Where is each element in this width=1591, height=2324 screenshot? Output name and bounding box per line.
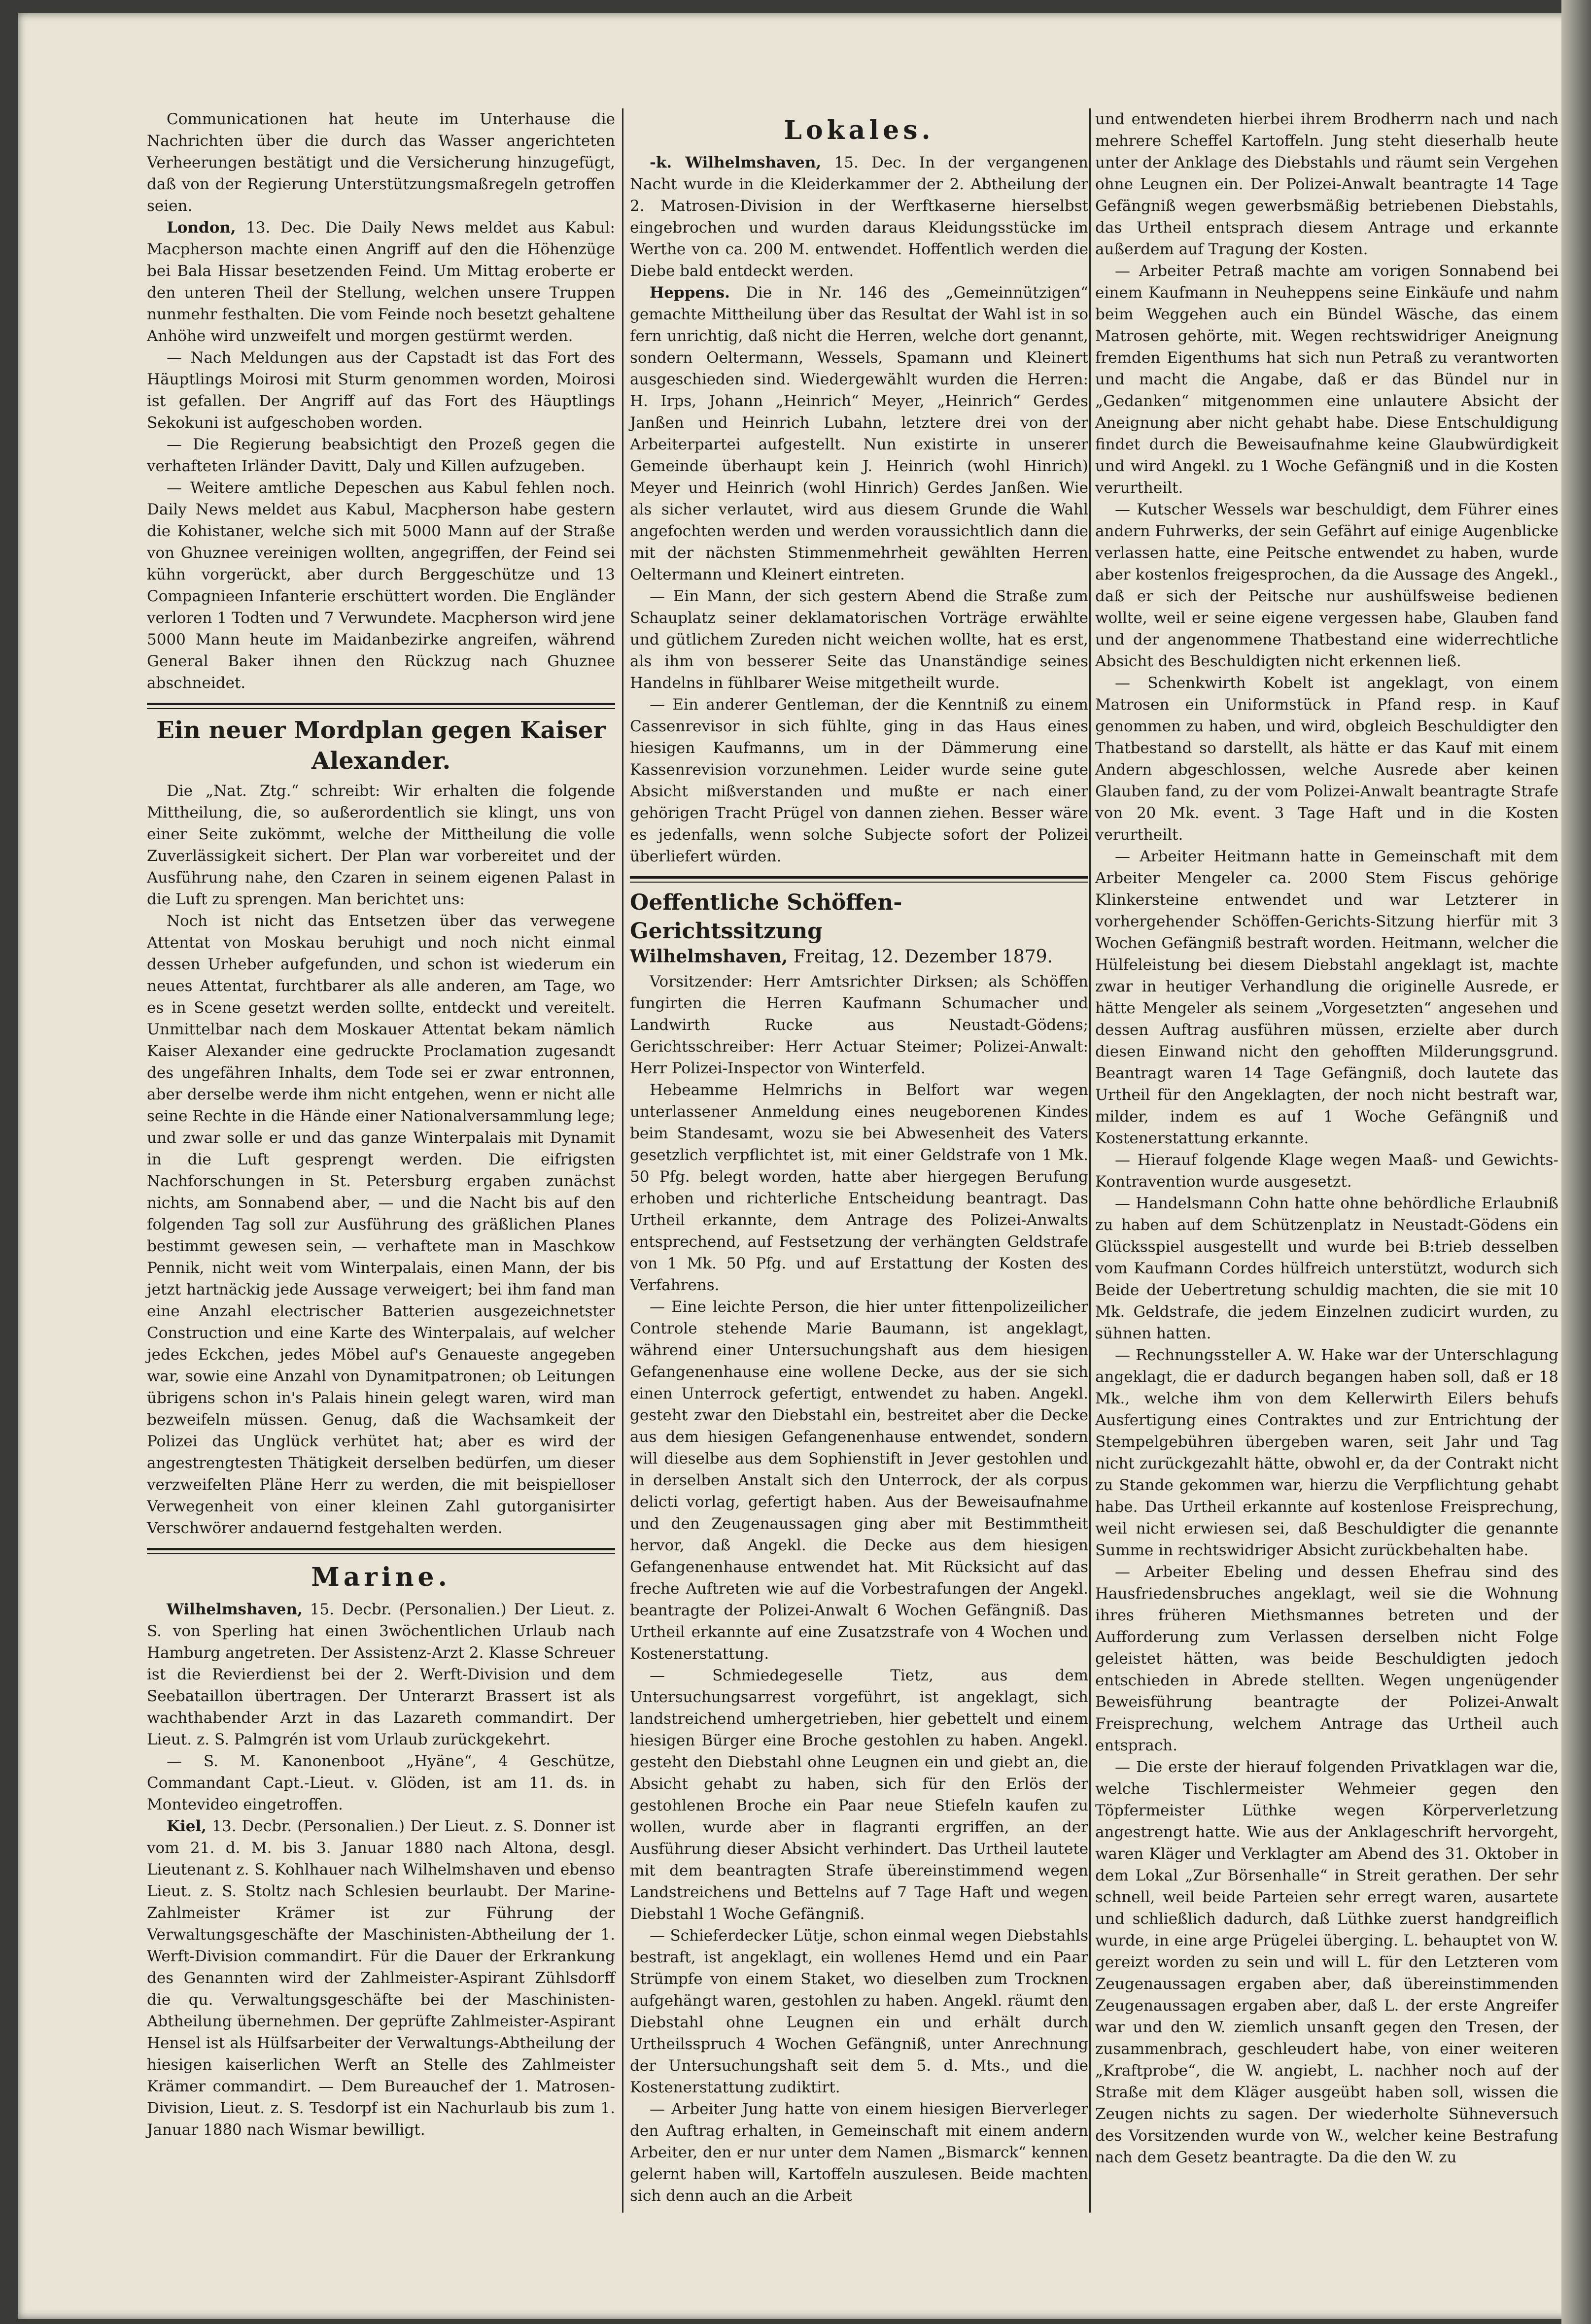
article-paragraph: Noch ist nicht das Entsetzen über das verwegene Attentat von Moskau beruhigt und noch nicht einmal dessen Urheber aufgefunden, und schon ist wiederum ein neues Attentat, furchtbarer als alle anderen, am Tage, wo es in Scene gesetzt werden sollte, entdeckt und vereitelt. Unmittelbar nach dem Moskauer Attentat bekam nämlich Kaiser Alexander eine gedruckte Proclamation zugesandt des ungefähren Inhalts, dem Tode sei er zwar entronnen, aber derselbe werde ihm nicht entgehen, wenn er nicht alle seine Rechte in die Hände einer Nationalversammlung lege; und zwar solle er und das ganze Winterpalais mit Dynamit in die Luft gesprengt werden. Die eifrigsten Nachforschungen in St. Petersburg ergaben zunächst nichts, am Sonnabend aber, — und die Nacht bis auf den folgenden Tag soll zur Ausführung des gräßlichen Planes bestimmt gewesen sein, — verhaftete man in Maschkow Pennik, nicht weit vom Winterpalais, einen Mann, der bis jetzt hartnäckig jede Aussage verweigert; bei ihm fand man eine Anzahl electrischer Batterien ausgezeichnetster Construction und eine Karte des Winterpalais, auf welcher jedes Eckchen, jedes Möbel auf's Genaueste angegeben war, sowie eine Anzahl von Dynamitpatronen; ob Leitungen übrigens schon in's Palais hinein gelegt waren, wird man bezweifeln müssen. Genug, daß die Wachsamkeit der Polizei das Unglück verhütet hat; aber es wird der angestrengtesten Thätigkeit derselben bedürfen, um dieser verzweifelten Pläne Herr zu werden, die mit beispielloser Verwegenheit von einer kleinen Zahl gutorganisirter Verschwörer andauernd festgehalten werden. [147,912,615,1537]
article-paragraph: — Ein anderer Gentleman, der die Kenntniß zu einem Cassenrevisor in sich fühlte, ging in das Haus eines hiesigen Kaufmanns, um in der Dämmerung eine Kassenrevision vorzunehmen. Leider wurde seine gute Absicht mißverstanden und mußte er nach einer gehörigen Tracht Prügel von dannen ziehen. Besser wäre es jedenfalls, wenn solche Subjecte sofort der Polizei überliefert würden. [630,696,1088,865]
article-paragraph: — Rechnungssteller A. W. Hake war der Unterschlagung angeklagt, die er dadurch begangen haben soll, daß er 18 Mk., welche ihm von dem Kellerwirth Eilers behufs Ausfertigung eines Contraktes und zur Entrichtung der Stempelgebühren übergeben waren, seit Jahr und Tag nicht zurückgezahlt hätte, obwohl er, da der Contrakt nicht zu Stande gekommen war, hierzu die Verpflichtung gehabt habe. Das Urtheil erkannte auf kostenlose Freisprechung, weil nicht erwiesen sei, daß Beschuldigter die genannte Summe in rechtswidriger Absicht zurückbehalten habe. [1095,1346,1558,1559]
article-paragraph: und entwendeten hierbei ihrem Brodherrn nach und nach mehrere Scheffel Kartoffeln. Jung steht dieserhalb heute unter der Anklage des Diebstahls und räumt sein Vergehen ohne Leugnen ein. Der Polizei-Anwalt beantragte 14 Tage Gefängniß wegen gewerbsmäßig betriebenen Diebstahls, das Urtheil entsprach diesem Antrage und erkannte außerdem auf Tragung der Kosten. [1095,110,1558,258]
column-3 [1095,108,1558,2168]
article-paragraph [630,282,1088,585]
article-paragraph: — Schmiedegeselle Tietz, aus dem Untersuchungsarrest vorgeführt, ist angeklagt, sich landstreichend umhergetrieben, hier gebettelt und einem hiesigen Bürger eine Broche gestohlen zu haben. Angekl. gesteht den Diebstahl ohne Leugnen ein und giebt an, die Absicht gehabt zu haben, sich für den Erlös der gestohlenen Broche ein Paar neue Stiefeln kaufen zu wollen, wurde aber in flagranti ergriffen, an der Ausführung dieser Absicht verhindert. Das Urtheil lautete mit dem beantragten Strafe übereinstimmend wegen Landstreichens und Bettelns auf 7 Tage Haft und wegen Diebstahl 1 Woche Gefängniß. [630,1667,1088,1923]
article-paragraph [630,152,1088,282]
article-paragraph: — Schieferdecker Lütje, schon einmal wegen Diebstahls bestraft, ist angeklagt, ein wollenes Hemd und ein Paar Strümpfe von einem Staket, wo dieselben zum Trocknen aufgehängt waren, gestohlen zu haben. Angekl. räumt den Diebstahl ohne Leugnen ein und erhält durch Urtheilsspruch 4 Wochen Gefängniß, unter Anrechnung der Untersuchungshaft seit dem 5. d. Mts., und die Kostenerstattung zudiktirt. [630,1927,1088,2096]
article-paragraph [147,1815,615,2141]
dateline-lead: Wilhelmshaven, [167,1601,303,1618]
dateline-lead: Wilhelmshaven, [630,946,788,967]
section-rule-thin [147,708,615,709]
article-paragraph: — Ein Mann, der sich gestern Abend die Straße zum Schauplatz seiner deklamatorischen Vorträge erwählte und gütlichem Zureden nicht weichen wollte, hat es erst, als ihm von besserer Seite das Unanständige seines Handelns in fühlbarer Weise mitgetheilt wurde. [630,587,1088,692]
section-title-lokales: Lokales. [784,115,934,145]
article-text: 15. Decbr. (Personalien.) Der Lieut. z. S. von Sperling hat einen 3wöchentlichen Urlaub nach Hamburg angetreten. Der Assistenz-Arzt 2. Klasse Schreuer ist die Revierdienst bei der 2. Werft-Division und dem Seebataillon übertragen. Der Unterarzt Brassert ist als wachthabender Arzt in das Lazareth commandirt. Der Lieut. z. S. Palmgrén ist vom Urlaub zurückgekehrt. [147,1601,615,1748]
section-title-marine: Marine. [311,1562,451,1592]
column-rule-1 [622,108,623,2213]
column-2 [630,108,1088,2207]
dateline-text: Freitag, 12. Dezember 1879. [788,947,1053,967]
page-edge-shadow [1561,0,1591,2324]
article-paragraph: — Arbeiter Jung hatte von einem hiesigen Bierverleger den Auftrag erhalten, in Gemeinschaft mit einem andern Arbeiter, den er nur unter dem Namen „Bismarck“ kennen gelernt haben will, Kartoffeln auszulesen. Beide machten sich denn auch an die Arbeit [630,2100,1088,2205]
dateline-lead: -k. Wilhelmshaven, [650,154,822,171]
court-dateline [630,946,1088,968]
article-paragraph: — S. M. Kanonenboot „Hyäne“, 4 Geschütze, Commandant Capt.-Lieut. v. Glöden, ist am 11. ds. in Montevideo eingetroffen. [147,1752,615,1813]
article-paragraph: Vorsitzender: Herr Amtsrichter Dirksen; als Schöffen fungirten die Herren Kaufmann Schumacher und Landwirth Rucke aus Neustadt-Gödens; Gerichtsschreiber: Herr Actuar Steimer; Polizei-Anwalt: Herr Polizei-Inspector von Winterfeld. [630,973,1088,1077]
article-paragraph: Hebeamme Helmrichs in Belfort war wegen unterlassener Anmeldung eines neugeborenen Kindes beim Standesamt, wozu sie bei Abwesenheit des Vaters gesetzlich verpflichtet ist, mit einer Geldstrafe von 1 Mk. 50 Pfg. belegt worden, hatte aber hiergegen Berufung erhoben und richterliche Entscheidung beantragt. Das Urtheil erkannte, dem Antrage des Polizei-Anwalts entsprechend, auf Festsetzung der verhängten Geldstrafe von 1 Mk. 50 Pfg. und auf Erstattung der Kosten des Verfahrens. [630,1081,1088,1294]
article-paragraph: Die „Nat. Ztg.“ schreibt: Wir erhalten die folgende Mittheilung, die, so außerordentlich sie klingt, uns von einer Seite zukömmt, welche der Mittheilung die volle Zuverlässigkeit sichert. Der Plan war vorbereitet und der Ausführung nahe, den Czaren in seinem eigenen Palast in die Luft zu sprengen. Man berichtet uns: [147,782,615,908]
article-paragraph [147,1599,615,1750]
article-paragraph: — Weitere amtliche Depeschen aus Kabul fehlen noch. Daily News meldet aus Kabul, Macpherson habe gestern die Kohistaner, welche sich mit 5000 Mann auf der Straße von Ghuznee vereinigen wollten, angegriffen, der Feind sei kühn vorgerückt, aber durch Berggeschütze und 13 Compagnieen Infanterie erschüttert worden. Die Engländer verloren 1 Todten und 7 Verwundete. Macpherson wird jene 5000 Mann heute im Maidanbezirke angreifen, während General Baker ihnen den Rückzug nach Ghuznee abschneidet. [147,479,615,692]
article-paragraph: — Hierauf folgende Klage wegen Maaß- und Gewichts-Kontravention wurde ausgesetzt. [1095,1151,1558,1191]
article-text: 13. Decbr. (Personalien.) Der Lieut. z. S. Donner ist vom 21. d. M. bis 3. Januar 1880 nach Altona, desgl. Lieutenant z. S. Kohlhauer nach Wilhelmshaven und ebenso Lieut. z. S. Stoltz nach Schlesien beurlaubt. Der Marine-Zahlmeister Krämer ist zur Führung der Verwaltungsgeschäfte der Maschinisten-Abtheilung der 1. Werft-Division commandirt. Für die Dauer der Erkrankung des Genannten wird der Zahlmeister-Aspirant Zühlsdorff die qu. Verwaltungsgeschäfte bei der Maschinisten-Abtheilung übernehmen. Der geprüfte Zahlmeister-Aspirant Hensel ist als Hülfsarbeiter der Verwaltungs-Abtheilung der hiesigen kaiserlichen Werft an Stelle des Zahlmeister Krämer commandirt. — Dem Bureauchef der 1. Matrosen-Division, Lieut. z. S. Tesdorpf ist ein Nachurlaub bis zum 1. Januar 1880 nach Wismar bewilligt. [147,1817,615,2139]
dateline-lead: Heppens. [650,284,730,302]
article-paragraph: — Arbeiter Ebeling und dessen Ehefrau sind des Hausfriedensbruches angeklagt, weil sie die Wohnung ihres früheren Miethsmannes betreten und der Aufforderung zum Verlassen derselben nicht Folge geleistet hätten, was beide Beschuldigten jedoch entschieden in Abrede stellten. Wegen ungenügender Beweisführung beantragte der Polizei-Anwalt Freisprechung, welchem Antrage das Urtheil auch entsprach. [1095,1563,1558,1754]
article-text: Die in Nr. 146 des „Gemeinnützigen“ gemachte Mittheilung über das Resultat der Wahl ist in so fern unrichtig, daß nicht die Herren, welche dort genannt, sondern Oeltermann, Wessels, Spamann und Kleinert ausgeschieden sind. Wiedergewählt wurden die Herren: H. Irps, Johann „Heinrich“ Meyer, „Heinrich“ Gerdes Janßen und Heinrich Lubahn, letztere drei von der Arbeiterpartei aufgestellt. Nun existirte in unserer Gemeinde überhaupt kein J. Heinrich (wohl Hinrich) Meyer und Heinrich (wohl Hinrich) Gerdes Janßen. Wie als sicher verlautet, wird aus diesem Grunde die Wahl angefochten werden und werden voraussichtlich dann die mit der nächsten Stimmenmehrheit gewählten Herren Oeltermann und Kleinert eintreten. [630,284,1088,583]
article-paragraph: — Eine leichte Person, die hier unter fittenpolizeilicher Controle stehende Marie Baumann, ist angeklagt, während einer Untersuchungshaft aus dem hiesigen Gefangenenhause eine wollene Decke, aus der sie sich einen Unterrock gefertigt, entwendet zu haben. Angekl. gesteht zwar den Diebstahl ein, bestreitet aber die Decke aus dem hiesigen Gefangenenhause entwendet, sondern will dieselbe aus dem Sophienstift in Jever gestohlen und in derselben Anstalt sich den Unterrock, der als corpus delicti vorlag, gefertigt haben. Aus der Beweisaufnahme und den Zeugenaussagen ging aber mit Bestimmtheit hervor, daß Angekl. die Decke aus dem hiesigen Gefangenenhause entwendet hat. Mit Rücksicht auf das freche Auftreten wie auf die Vorbestrafungen der Angekl. beantragte der Polizei-Anwalt 6 Wochen Gefängniß. Das Urtheil erkannte auf eine Zusatzstrafe von 4 Wochen und Kostenerstattung. [630,1298,1088,1663]
article-text: 15. Dec. In der vergangenen Nacht wurde in die Kleiderkammer der 2. Abtheilung der 2. Matrosen-Division in der Werftkaserne hierselbst eingebrochen und wurden daraus Kleidungsstücke im Werthe von ca. 200 M. entwendet. Hoffentlich werden die Diebe bald entdeckt werden. [630,154,1088,280]
article-text: 13. Dec. Die Daily News meldet aus Kabul: Macpherson machte einen Angriff auf den die Höhenzüge bei Bala Hissar besetzenden Feind. Um Mittag eroberte er den unteren Theil der Stellung, welchen unsere Truppen nunmehr festhalten. Die vom Feinde noch besetzt gehaltene Anhöhe wird unzweifelt und morgen gestürmt werden. [147,219,615,345]
article-paragraph: — Handelsmann Cohn hatte ohne behördliche Erlaubniß zu haben auf dem Schützenplatz in Neustadt-Gödens ein Glücksspiel ausgestellt und wurde bei B:trieb desselben vom Kaufmann Cordes hülfreich unterstützt, wodurch sich Beide der Uebertretung schuldig machten, die sie mit 10 Mk. Geldstrafe, die jedem Einzelnen zudicirt wurden, zu sühnen hatten. [1095,1195,1558,1342]
dateline-lead: Kiel, [167,1817,207,1835]
section-rule [630,876,1088,879]
article-paragraph: — Kutscher Wessels war beschuldigt, dem Führer eines andern Fuhrwerks, der sein Gefährt auf einige Augenblicke verlassen hatte, eine Peitsche entwendet zu haben, wurde aber kostenlos freigesprochen, da die Aussage des Angekl., daß er sich der Peitsche nur aushülfsweise bedienen wollte, weil er seine eigene vergessen habe, Glauben fand und der angenommene Thatbestand eine widerrechtliche Absicht des Beschuldigten nicht erkennen ließ. [1095,501,1558,670]
article-headline: Ein neuer Mordplan gegen Kaiser Alexander. [156,717,606,775]
article-paragraph: — Die erste der hierauf folgenden Privatklagen war die, welche Tischlermeister Wehmeier gegen den Töpfermeister Lüthke wegen Körperverletzung angestrengt hatte. Wie aus der Anklageschrift hervorgeht, waren Kläger und Verklagter am Abend des 31. Oktober in dem Lokal „Zur Börsenhalle“ in Streit gerathen. Der sehr schnell, weil beide Parteien sehr erregt waren, ausartete und schließlich dadurch, daß Lüthke zuerst handgreiflich wurde, in eine arge Prügelei überging. L. behauptet von W. gereizt worden zu sein und will L. für den Letzteren vom Zeugenaussagen ergaben aber, daß übereinstimmenden Zeugenaussagen ergaben aber, daß L. der erste Angreifer war und den W. ziemlich unsanft gegen den Tresen, der zusammenbrach, geschleudert habe, von einer weiteren „Kraftprobe“, die W. angiebt, L. nachher noch auf der Straße mit dem Kläger ausgeübt haben soll, wissen die Zeugen nichts zu sagen. Der wiederholte Sühneversuch des Vorsitzenden wurde von W., welcher keine Bestrafung nach dem Gesetz beantragte. Da die den W. zu [1095,1758,1558,2166]
section-rule [147,1548,615,1550]
section-rule-thin [630,882,1088,883]
article-paragraph: — Arbeiter Heitmann hatte in Gemeinschaft mit dem Arbeiter Mengeler ca. 2000 Stem Fiscus gehörige Klinkersteine entwendet und war Letzterer in vorhergehender Schöffen-Gerichts-Sitzung hierfür mit 3 Wochen Gefängniß bestraft worden. Heitmann, welcher die Hülfeleistung bei diesem Diebstahl angeklagt ist, machte zwar in heutiger Verhandlung die originelle Ausrede, er hätte Mengeler als seinem „Vorgesetzten“ angesehen und dessen Auftrag ausführen müssen, erzielte aber durch diesen Einwand nicht den gehofften Milderungsgrund. Beantragt waren 14 Tage Gefängniß, doch lautete das Urtheil für den Angeklagten, der noch nicht bestraft war, milder, indem es auf 1 Woche Gefängniß und Kostenerstattung erkannte. [1095,848,1558,1147]
section-rule-thin [147,1553,615,1554]
column-rule-2 [1089,108,1091,2213]
article-headline: Oeffentliche Schöffen-Gerichtssitzung [630,890,902,944]
article-paragraph: — Schenkwirth Kobelt ist angeklagt, von einem Matrosen ein Uniformstück in Pfand resp. in Kauf genommen zu haben, und wird, obgleich Beschuldigter den Thatbestand so darstellt, als hätte er das Kauf mit einem Andern abgeschlossen, welche Ausrede aber keinen Glauben fand, zu der vom Polizei-Anwalt beantragte Strafe von 20 Mk. event. 3 Tage Haft und in die Kosten verurtheilt. [1095,674,1558,844]
article-paragraph: Communicationen hat heute im Unterhause die Nachrichten über die durch das Wasser angerichteten Verheerungen bestätigt und die Versicherung hinzugefügt, daß von der Regierung Unterstützungsmaßregeln getroffen seien. [147,110,615,215]
article-paragraph [147,217,615,347]
dateline-lead: London, [167,219,236,237]
article-paragraph: — Die Regierung beabsichtigt den Prozeß gegen die verhafteten Irländer Davitt, Daly und Killen aufzugeben. [147,436,615,475]
article-paragraph: — Nach Meldungen aus der Capstadt ist das Fort des Häuptlings Moirosi mit Sturm genommen worden, Moirosi ist gefallen. Der Angriff auf das Fort des Häuptlings Sekokuni ist aufgeschoben worden. [147,349,615,432]
section-rule [147,703,615,705]
column-1 [147,108,615,2141]
article-paragraph: — Arbeiter Petraß machte am vorigen Sonnabend bei einem Kaufmann in Neuheppens seine Einkäufe und nahm beim Weggehen auch ein Bündel Wäsche, das einem Matrosen gehörte, mit. Wegen rechtswidriger Aneignung fremden Eigenthums hat sich nun Petraß zu verantworten und macht die Angabe, daß er das Bündel nur in „Gedanken“ mitgenommen eine unlautere Absicht der Aneignung aber nicht gehabt habe. Diese Entschuldigung findet durch die Beweisaufnahme keine Glaubwürdigkeit und wird Angekl. zu 1 Woche Gefängniß und in die Kosten verurtheilt. [1095,262,1558,497]
